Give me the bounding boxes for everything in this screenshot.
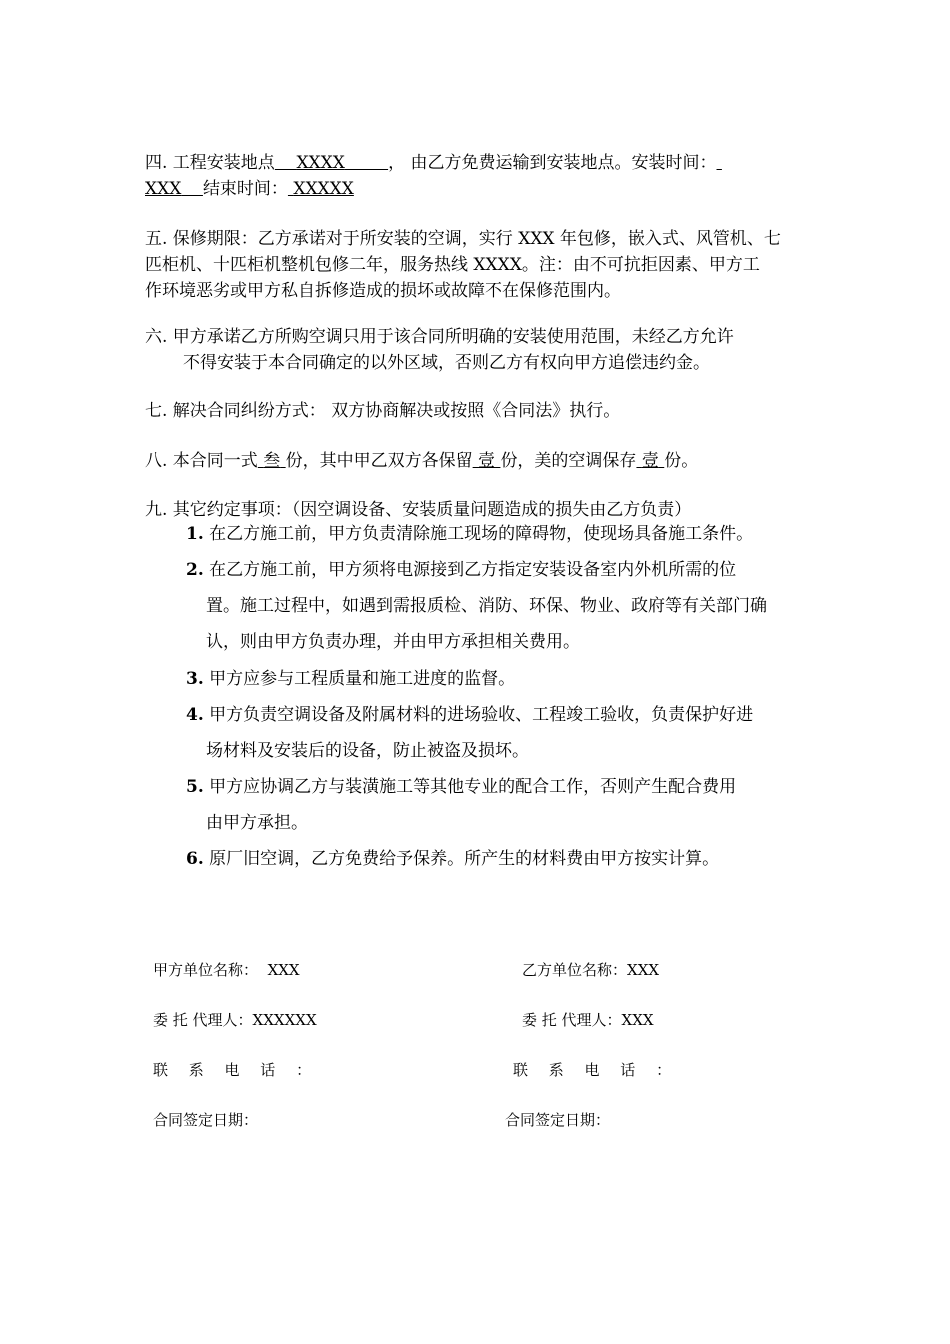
- clause-5-line-3: 作环境恶劣或甲方私自拆修造成的损坏或故障不在保修范围内。: [145, 281, 621, 301]
- clause-5-full-text: 五: [145, 312, 146, 313]
- clause-9-item-6: 6. 原厂旧空调，乙方免费给予保养。所产生的材料费由甲方按实计算。: [186, 849, 720, 869]
- party-a-agent-value: XXXXXX: [252, 1011, 317, 1029]
- party-b-agent-value: XXX: [621, 1011, 654, 1029]
- end-time-label: 结束时间：: [202, 179, 288, 199]
- clause-8-part-3: 份，美的空调保存: [500, 451, 637, 471]
- party-b-date: 合同签定日期：: [505, 1111, 611, 1129]
- clause-4-prefix: 四. 工程安装地点: [145, 153, 275, 173]
- clause-9-heading: 九. 其它约定事项：（因空调设备、安装质量问题造成的损失由乙方负责）: [145, 500, 692, 520]
- party-a-date: 合同签定日期：: [153, 1111, 259, 1129]
- clause-4: [145, 150, 810, 202]
- clause-9-item-5: 5. 甲方应协调乙方与装潢施工等其他专业的配合工作，否则产生配合费用 由甲方承担。: [186, 777, 737, 833]
- contract-copies: 叁: [263, 451, 281, 471]
- clause-9-item-1: 1. 在乙方施工前，甲方负责清除施工现场的障碍物，使现场具备施工条件。: [186, 524, 754, 544]
- install-time: XXX: [145, 179, 182, 199]
- clause-9-item-2: 2. 在乙方施工前，甲方须将电源接到乙方指定安装设备室内外机所需的位 置。施工过程中，如遇到需报质检、消防、环保、物业、政府等有关部门确 认，则由甲方负责办理，并由甲方承担相关费用。: [186, 560, 767, 652]
- clause-9-item-4: 4. 甲方负责空调设备及附属材料的进场验收、工程竣工验收，负责保护好进 场材料及安装后的设备，防止被盗及损坏。: [186, 705, 754, 761]
- copies-each-party: 壹: [478, 451, 496, 471]
- clause-6-line-2: 不得安装于本合同确定的以外区域，否则乙方有权向甲方追偿违约金。: [183, 353, 710, 373]
- end-time: XXXXX: [293, 179, 354, 199]
- party-a-name-value: XXX: [267, 961, 300, 979]
- clause-7: [145, 398, 810, 424]
- clause-8-part-4: 份。: [664, 451, 699, 471]
- clause-6: [145, 324, 810, 376]
- clause-9-item-3: 3. 甲方应参与工程质量和施工进度的监督。: [186, 669, 516, 689]
- clause-5-line-1: 五. 保修期限：乙方承诺对于所安装的空调，实行 XXX 年包修，嵌入式、风管机、七: [145, 229, 781, 249]
- party-b-agent: 委 托 代理人：XXX: [522, 1011, 654, 1029]
- party-a-name: 甲方单位名称： XXX: [153, 961, 300, 979]
- clause-4-middle: ， 由乙方免费运输到安装地点。安装时间：: [388, 153, 717, 173]
- party-b-name-value: XXX: [627, 961, 660, 979]
- install-location: XXXX: [296, 153, 345, 173]
- clause-5: [145, 226, 810, 304]
- clause-6-line-1: 六. 甲方承诺乙方所购空调只用于该合同所明确的安装使用范围，未经乙方允许: [145, 327, 734, 347]
- copies-midea: 壹: [641, 451, 659, 471]
- party-a-agent: 委 托 代理人：XXXXXX: [153, 1011, 317, 1029]
- clause-5-line-2: 匹柜机、十匹柜机整机包修二年，服务热线 XXXX。注：由不可抗拒因素、甲方工: [145, 255, 760, 275]
- clause-8-part-2: 份，其中甲乙双方各保留: [285, 451, 473, 471]
- clause-8-part-1: 八. 本合同一式: [145, 451, 258, 471]
- party-b-phone: 联 系 电 话 ：: [513, 1061, 680, 1079]
- party-a-phone: 联 系 电 话 ：: [153, 1061, 320, 1079]
- clause-8: [145, 448, 810, 474]
- party-b-name: 乙方单位名称：XXX: [522, 961, 660, 979]
- clause-7-text: 七. 解决合同纠纷方式： 双方协商解决或按照《合同法》执行。: [145, 401, 621, 421]
